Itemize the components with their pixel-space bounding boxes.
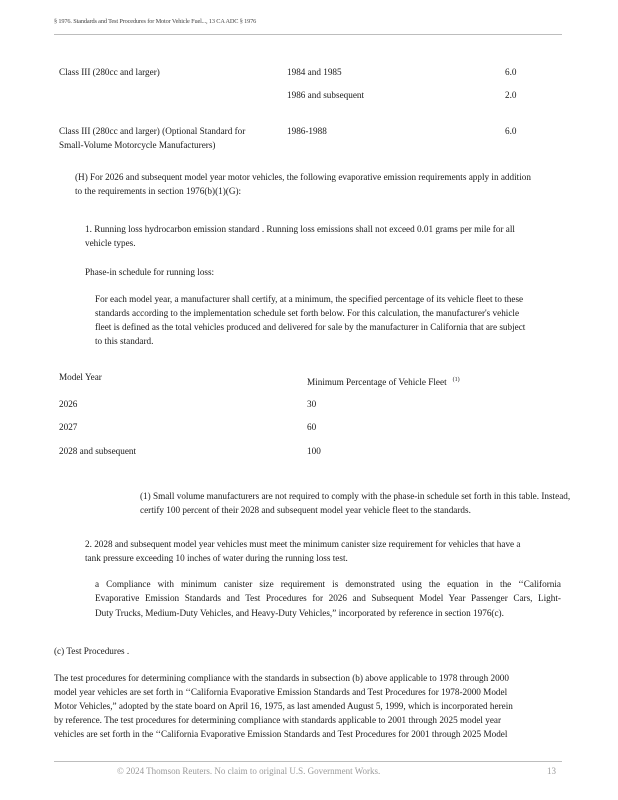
phase-table-header-pct-label: Minimum Percentage of Vehicle Fleet bbox=[307, 377, 447, 387]
phase-table-header-year: Model Year bbox=[59, 372, 102, 382]
phase-row-year: 2028 and subsequent bbox=[59, 446, 137, 456]
section-c-line: vehicles are set forth in the ‘‘California Evaporative Emission Standards and Test Procedures for 2001 through 2025 Model bbox=[54, 729, 508, 739]
item-2a-line: Duty Trucks, Medium-Duty Vehicles, and Heavy-Duty Vehicles,” incorporated by reference in section 1976(c). bbox=[95, 607, 504, 618]
phase-row-year: 2027 bbox=[59, 422, 78, 432]
footer-page-number: 13 bbox=[547, 766, 556, 776]
model-year-cell: 1986-1988 bbox=[287, 126, 327, 136]
phase-in-heading: Phase-in schedule for running loss: bbox=[85, 267, 215, 277]
phase-in-text-line: fleet is defined as the total vehicles produced and delivered for sale by the manufacturer in California that are subject bbox=[95, 322, 526, 332]
item-1-line: vehicle types. bbox=[85, 238, 136, 248]
section-c-heading: (c) Test Procedures . bbox=[54, 646, 130, 656]
model-year-cell: 1984 and 1985 bbox=[287, 67, 342, 77]
value-cell: 2.0 bbox=[505, 90, 517, 100]
class-cell: Class III (280cc and larger) bbox=[59, 67, 160, 77]
phase-in-text-line: For each model year, a manufacturer shall certify, at a minimum, the specified percentage of its vehicle fleet to these bbox=[95, 294, 524, 304]
section-c-line: Motor Vehicles,” adopted by the state board on April 16, 1975, as last amended August 5, 1999, which is incorporated herein bbox=[54, 701, 513, 711]
paragraph-h-line: (H) For 2026 and subsequent model year motor vehicles, the following evaporative emission requirements apply in addition bbox=[75, 172, 531, 182]
phase-row-year: 2026 bbox=[59, 399, 78, 409]
value-cell: 6.0 bbox=[505, 67, 517, 77]
value-cell: 6.0 bbox=[505, 126, 517, 136]
phase-in-text-line: standards according to the implementation schedule set forth below. For this calculation, the manufacturer's vehicle bbox=[95, 308, 520, 318]
phase-table-header-pct bbox=[307, 373, 460, 389]
footnote-line: certify 100 percent of their 2028 and subsequent model year vehicle fleet to the standards. bbox=[140, 505, 471, 515]
section-c-line: by reference. The test procedures for determining compliance with standards applicable to 2001 through 2025 model year bbox=[54, 715, 502, 725]
class-cell: Small-Volume Motorcycle Manufacturers) bbox=[59, 140, 216, 150]
model-year-cell: 1986 and subsequent bbox=[287, 90, 365, 100]
footnote-line: (1) Small volume manufacturers are not required to comply with the phase-in schedule set forth in this table. Instead, bbox=[140, 491, 571, 501]
class-cell: Class III (280cc and larger) (Optional Standard for bbox=[59, 126, 246, 136]
footnote-marker: (1) bbox=[452, 377, 460, 383]
item-2a-line: Evaporative Emission Standards and Test Procedures for 2026 and Subsequent Model Year Passenger Cars, Light- bbox=[95, 593, 561, 604]
footer-copyright: © 2024 Thomson Reuters. No claim to original U.S. Government Works. bbox=[117, 766, 381, 776]
item-1-line: 1. Running loss hydrocarbon emission standard . Running loss emissions shall not exceed 0.01 grams per mile for all bbox=[85, 224, 515, 234]
header-rule bbox=[54, 34, 562, 35]
running-header: § 1976. Standards and Test Procedures for Motor Vehicle Fuel..., 13 CA ADC § 1976 bbox=[54, 18, 257, 25]
item-2-line: tank pressure exceeding 10 inches of water during the running loss test. bbox=[85, 553, 348, 563]
phase-row-pct: 100 bbox=[307, 446, 321, 456]
item-2-line: 2. 2028 and subsequent model year vehicles must meet the minimum canister size requirement for vehicles that have a bbox=[85, 539, 521, 549]
item-2a-paragraph bbox=[95, 577, 561, 620]
paragraph-h-line: to the requirements in section 1976(b)(1)(G): bbox=[75, 186, 242, 196]
item-2a-line: a Compliance with minimum canister size requirement is demonstrated using the equation in the ‘‘California bbox=[95, 579, 561, 589]
phase-row-pct: 30 bbox=[307, 399, 317, 409]
footer-rule bbox=[54, 761, 562, 762]
phase-in-text-line: to this standard. bbox=[95, 336, 154, 346]
section-c-line: The test procedures for determining compliance with the standards in subsection (b) above applicable to 1978 through 2000 bbox=[54, 673, 509, 683]
section-c-line: model year vehicles are set forth in ‘‘California Evaporative Emission Standards and Test Procedures for 1978-2000 Model bbox=[54, 687, 508, 697]
phase-row-pct: 60 bbox=[307, 422, 317, 432]
